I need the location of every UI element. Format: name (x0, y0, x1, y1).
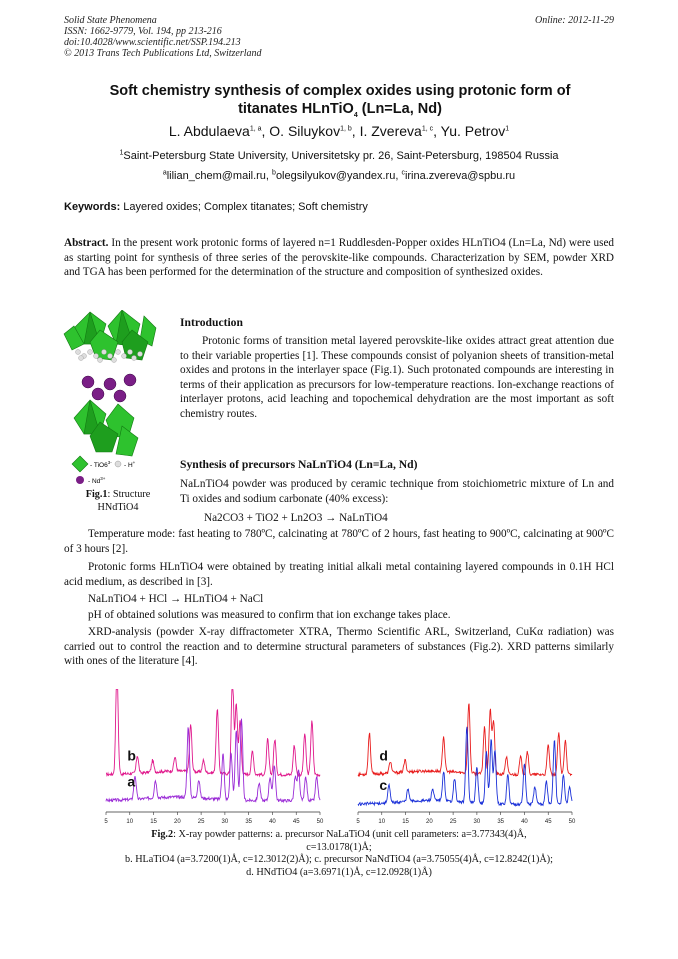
x-tick-label: 10 (378, 819, 386, 825)
xrd-chart-nd (352, 686, 578, 828)
x-tick-label: 30 (473, 819, 481, 825)
series-label-a: a (127, 773, 136, 790)
x-tick-label: 15 (402, 819, 409, 825)
x-tick-label: 35 (245, 819, 253, 825)
email-link[interactable]: irina.zvereva@spbu.ru (404, 170, 516, 182)
author: Yu. Petrov (440, 123, 506, 139)
synthesis-heading: Synthesis of precursors NaLnTiO4 (Ln=La, Nd) (180, 458, 418, 471)
series-line-b (106, 690, 320, 776)
equation-1: Na2CO3 + TiO2 + Ln2O3 → NaLnTiO4 (204, 512, 388, 524)
x-tick-label: 50 (568, 819, 576, 825)
title-line-2: titanates HLnTiO$_4$ (Ln=La, Nd) (238, 101, 442, 119)
emails: $^a$lilian_chem@mail.ru, $^b$olegsilyukov@yandex.ru, $^c$irina.zvereva@spbu.ru (162, 169, 516, 182)
x-tick-label: 15 (150, 819, 157, 825)
octahedron-icon (72, 456, 88, 472)
authors: L. Abdulaeva$^{1, a}$, O. Siluykov$^{1, b}$, I. Zvereva$^{1, c}$, Yu. Petrov$^1$ (168, 123, 510, 139)
x-tick-label: 45 (292, 819, 300, 825)
title-line-1: Soft chemistry synthesis of complex oxides using protonic form of (109, 83, 571, 99)
journal-header (64, 15, 262, 59)
author: O. Siluykov (269, 123, 341, 139)
x-tick-label: 5 (104, 819, 108, 825)
series-line-c (358, 727, 572, 806)
series-label-d: d (379, 747, 388, 764)
x-tick-label: 5 (356, 819, 360, 825)
legend-nd: - $Nd^{3+}$ (88, 476, 106, 485)
email-link[interactable]: lilian_chem@mail.ru, (166, 170, 273, 182)
x-tick-label: 20 (425, 819, 433, 825)
intro-text: Protonic forms of transition metal layered perovskite-like oxides attract great attention due to their variable properties [1]. These compounds consist of polyanion sheets of transition-metal oxides and protons in the interlayer space (Fig.1). Such protonated compounds are interesting in terms of their application as precursors for low-temperature reactions. Ion-exchange reactions of interlayer protons, acid leaching and topochemical dehydration are the most important as soft chemistry routes. (180, 335, 614, 420)
issn: ISSN: 1662-9779, Vol. 194, pp 213-216 (64, 26, 222, 37)
fig1-structure-image (60, 310, 172, 488)
paper-title (70, 82, 610, 118)
x-tick-label: 35 (497, 819, 505, 825)
synthesis-p3: Protonic forms HLnTiO4 were obtained by treating initial alkali metal containing layered compounds in 0.1H HCl acid medium, as described in [3]. (64, 561, 614, 588)
synthesis-p1: NaLnTiO4 powder was produced by ceramic technique from stoichiometric mixture of Ln and Ti oxides and sodium carbonate (40% excess): (180, 478, 614, 505)
affiliation: $^1$Saint-Petersburg State University, Universitetsky pr. 26, Saint-Petersburg, 198504 Russia (119, 149, 559, 162)
synthesis-p2: Temperature mode: fast heating to 780ºC, calcinating at 780ºC of 2 hours, fast heating to 900ºC, calcinating at 900ºC of 3 hours [2]. (64, 528, 614, 555)
synthesis-p4: pH of obtained solutions was measured to confirm that ion exchange takes place. (88, 609, 451, 621)
fig1-caption: Fig.1: Structure HNdTiO4 (85, 489, 151, 513)
x-tick-label: 10 (126, 819, 134, 825)
x-tick-label: 25 (197, 819, 205, 825)
online-date: Online: 2012-11-29 (535, 15, 614, 26)
equation-2: NaLnTiO4 + HCl → HLnTiO4 + NaCl (88, 593, 264, 605)
author: I. Zvereva (359, 123, 422, 139)
xrd-chart-la (100, 686, 326, 828)
journal-name: Solid State Phenomena (64, 15, 157, 26)
x-tick-label: 40 (269, 819, 276, 825)
series-label-c: c (379, 776, 388, 793)
x-tick-label: 45 (544, 819, 552, 825)
series-label-b: b (127, 747, 136, 764)
x-tick-label: 20 (173, 819, 181, 825)
email-link[interactable]: olegsilyukov@yandex.ru, (275, 170, 402, 182)
intro-heading: Introduction (180, 316, 243, 329)
synthesis-p5: XRD-analysis (powder X-ray diffractometer XTRA, Thermo Scientific ARL, Switzerland, CuKα radiation) was carried out to control the reaction and to determine structural parameters of substances (Fig.2). XRD patterns similarly with ones of the literature [4]. (64, 626, 614, 668)
x-tick-label: 40 (521, 819, 528, 825)
proton-icon (115, 461, 121, 467)
x-tick-label: 50 (316, 819, 324, 825)
x-tick-label: 25 (449, 819, 457, 825)
keywords: Keywords: Layered oxides; Complex titanates; Soft chemistry (64, 201, 368, 213)
neodymium-icon (76, 476, 84, 484)
author: L. Abdulaeva (168, 123, 250, 139)
fig2-caption: Fig.2: X-ray powder patterns: a. precursor NaLaTiO4 (unit cell parameters: a=3.77343(4)Å, c=13.0178(1)Å; b. HLaTiO4 (a=3.7200(1)Å, c=12.3012(2)Å); c. precursor NaNdTiO4 (a=3.75055(4)Å, c=12.8242(1)Å); d. HNdTiO4 (a=3.6971(1)Å, c=12.0928(1)Å) (125, 829, 553, 878)
legend-h: - H+ (124, 460, 136, 469)
x-tick-label: 30 (221, 819, 229, 825)
copyright: © 2013 Trans Tech Publications Ltd, Switzerland (64, 48, 262, 59)
legend-tio6: - $TiO6^{3-}$ (90, 460, 112, 469)
abstract: Abstract. In the present work protonic forms of layered n=1 Ruddlesden-Popper oxides HLnTiO4 (Ln=La, Nd) were used as starting point for synthesis of three series of the perovskite-like compounds. Characterization by SEM, powder XRD and TGA has been performed for the determination of the structure and composition of synthesized oxides. (64, 237, 615, 279)
series-line-d (358, 704, 572, 776)
doi: doi:10.4028/www.scientific.net/SSP.194.213 (64, 37, 241, 48)
